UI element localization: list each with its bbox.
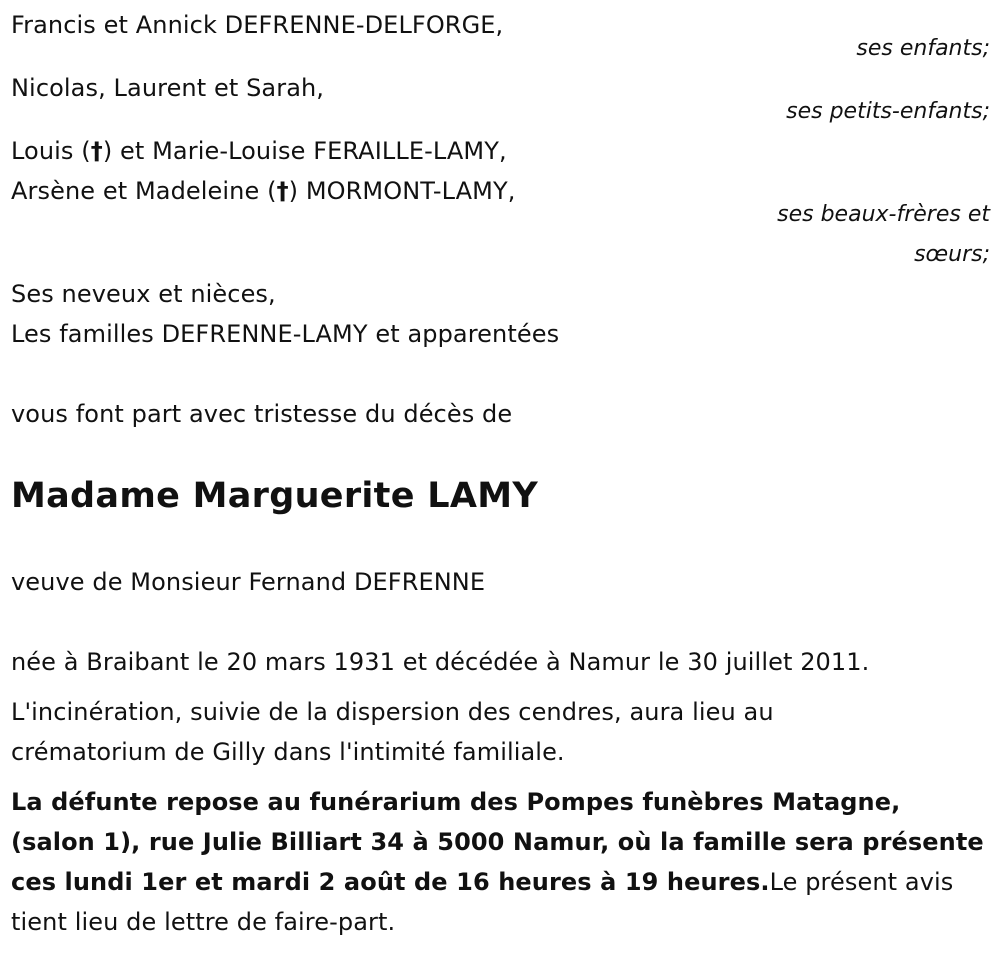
cross-icon: † xyxy=(90,137,103,165)
grandchildren-names: Nicolas, Laurent et Sarah, xyxy=(11,74,325,102)
visitation-line-2: (salon 1), rue Julie Billiart 34 à 5000 Namur, où la famille sera présente xyxy=(11,828,984,856)
children-names: Francis et Annick DEFRENNE-DELFORGE, xyxy=(11,11,504,39)
children-role: ses enfants; xyxy=(856,36,990,61)
announcement-line: vous font part avec tristesse du décès de xyxy=(11,400,513,428)
sibling-text: ) MORMONT-LAMY, xyxy=(288,177,516,205)
deceased-name: Madame Marguerite LAMY xyxy=(11,476,539,516)
families-line: Les familles DEFRENNE-LAMY et apparentées xyxy=(11,320,560,348)
notice-validity-line: tient lieu de lettre de faire-part. xyxy=(11,908,396,936)
sibling-in-law-line-2 xyxy=(11,176,515,206)
ceremony-line-1: L'incinération, suivie de la dispersion des cendres, aura lieu au xyxy=(11,698,774,726)
cross-icon: † xyxy=(276,177,289,205)
sibling-in-law-line-1 xyxy=(11,136,507,166)
sibling-text: Louis ( xyxy=(11,137,91,165)
sibling-text: ) et Marie-Louise FERAILLE-LAMY, xyxy=(102,137,507,165)
sibling-text: Arsène et Madeleine ( xyxy=(11,177,277,205)
ceremony-line-2: crématorium de Gilly dans l'intimité familiale. xyxy=(11,738,565,766)
nephews-line: Ses neveux et nièces, xyxy=(11,280,276,308)
birth-death-line: née à Braibant le 20 mars 1931 et décédée à Namur le 30 juillet 2011. xyxy=(11,648,870,676)
widow-of-line: veuve de Monsieur Fernand DEFRENNE xyxy=(11,568,486,596)
grandchildren-role: ses petits-enfants; xyxy=(786,99,990,124)
visitation-line-1: La défunte repose au funérarium des Pompes funèbres Matagne, xyxy=(11,788,901,816)
notice-validity-text: Le présent avis xyxy=(769,868,954,896)
visitation-bold-tail: ces lundi 1er et mardi 2 août de 16 heures à 19 heures. xyxy=(11,868,770,896)
visitation-line-3 xyxy=(11,867,953,897)
siblings-role-line-2: sœurs; xyxy=(914,242,990,267)
siblings-role-line-1: ses beaux-frères et xyxy=(777,202,990,227)
